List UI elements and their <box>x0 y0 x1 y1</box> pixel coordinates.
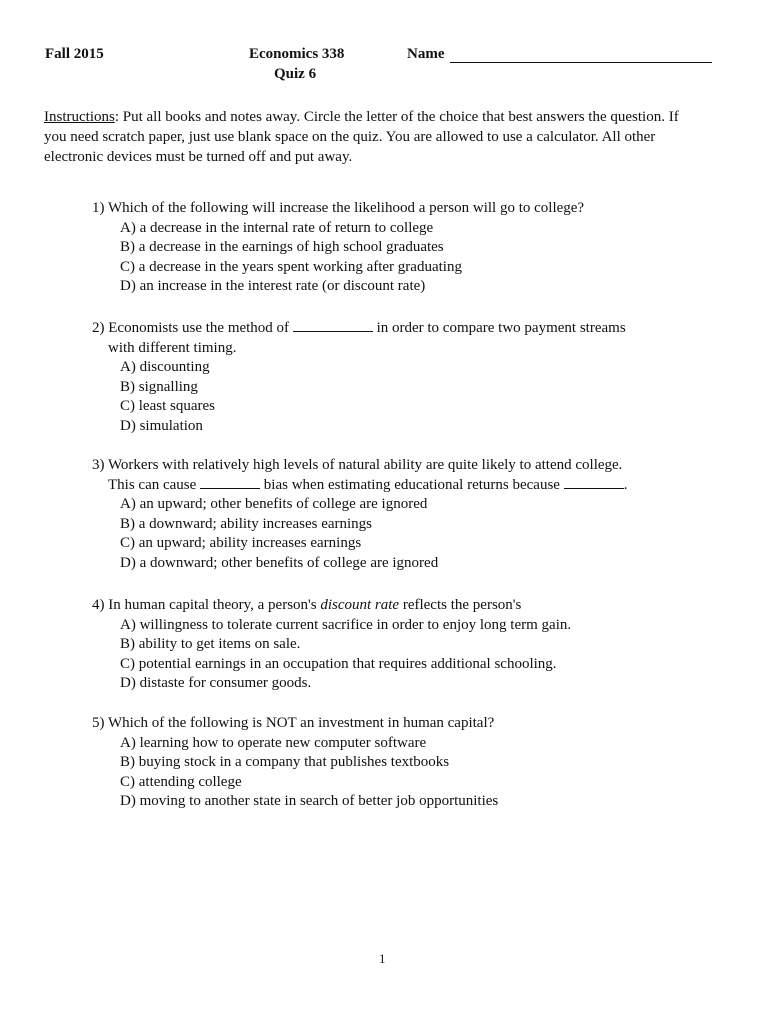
question-2-stem-part2: in order to compare two payment streams <box>372 320 626 336</box>
question-5-stem: 5) Which of the following is NOT an investment in human capital? <box>92 715 495 731</box>
question-4 <box>92 596 692 694</box>
question-4-option-a[interactable]: A) willingness to tolerate current sacrifice in order to enjoy long term gain. <box>120 616 572 633</box>
question-5-option-b[interactable]: B) buying stock in a company that publishes textbooks <box>120 754 450 770</box>
question-1-stem: 1) Which of the following will increase the likelihood a person will go to college? <box>92 200 585 216</box>
question-1-option-c[interactable]: C) a decrease in the years spent working after graduating <box>120 258 462 275</box>
question-5 <box>92 714 692 812</box>
question-4-stem-part1: 4) In human capital theory, a person's <box>92 597 321 613</box>
question-4-stem-part2: reflects the person's <box>399 597 522 613</box>
question-1 <box>92 199 692 297</box>
question-1-option-b[interactable]: B) a decrease in the earnings of high school graduates <box>120 239 444 255</box>
course-title: Economics 338 <box>249 46 345 62</box>
question-3-stem-cont-part3: . <box>623 476 628 493</box>
question-3-stem: 3) Workers with relatively high levels of natural ability are quite likely to attend college. <box>92 457 623 473</box>
question-5-option-d[interactable]: D) moving to another state in search of better job opportunities <box>120 793 499 809</box>
question-2 <box>92 319 692 436</box>
question-4-option-c[interactable]: C) potential earnings in an occupation that requires additional schooling. <box>120 655 557 672</box>
question-4-option-d[interactable]: D) distaste for consumer goods. <box>120 675 312 691</box>
question-3-option-a[interactable]: A) an upward; other benefits of college are ignored <box>120 496 428 512</box>
question-2-stem <box>92 319 692 339</box>
question-5-option-a[interactable]: A) learning how to operate new computer software <box>120 734 427 751</box>
question-2-option-a[interactable]: A) discounting <box>120 359 210 375</box>
quiz-title: Quiz 6 <box>274 66 317 82</box>
page-number: 1 <box>379 951 386 966</box>
question-2-blank <box>293 319 373 332</box>
question-5-option-c[interactable]: C) attending college <box>120 773 242 790</box>
question-3-stem-cont-part2: bias when estimating educational returns because <box>260 476 564 493</box>
question-4-stem-italic: discount rate <box>320 597 400 613</box>
name-label: Name <box>407 46 445 62</box>
name-blank-line[interactable] <box>450 62 712 63</box>
question-3-option-c[interactable]: C) an upward; ability increases earnings <box>120 535 362 551</box>
question-2-stem-part1: 2) Economists use the method of <box>92 320 293 336</box>
question-2-option-c[interactable]: C) least squares <box>120 398 215 414</box>
question-3-option-d[interactable]: D) a downward; other benefits of college are ignored <box>120 554 439 571</box>
instructions-text: : Put all books and notes away. Circle the letter of the choice that best answers the question. If you need scratch paper, just use blank space on the quiz. You are allowed to use a calculator. All other electronic devices must be turned off and put away. <box>44 109 679 165</box>
question-4-option-b[interactable]: B) ability to get items on sale. <box>120 636 301 652</box>
term-label: Fall 2015 <box>45 46 104 62</box>
instructions-block <box>44 107 704 167</box>
question-3-stem-cont-part1: This can cause <box>108 476 201 493</box>
question-3-blank-1 <box>200 476 260 489</box>
question-2-stem-continued: with different timing. <box>108 339 237 356</box>
question-1-option-d[interactable]: D) an increase in the interest rate (or discount rate) <box>120 278 426 294</box>
instructions-label: Instructions <box>44 109 115 125</box>
question-3-blank-2 <box>564 476 624 489</box>
question-3-stem-continued <box>92 476 692 496</box>
question-3-option-b[interactable]: B) a downward; ability increases earnings <box>120 515 373 532</box>
question-1-option-a[interactable]: A) a decrease in the internal rate of return to college <box>120 219 434 236</box>
question-3 <box>92 456 692 573</box>
question-4-stem <box>92 596 692 616</box>
question-2-option-d[interactable]: D) simulation <box>120 417 203 434</box>
question-2-option-b[interactable]: B) signalling <box>120 378 198 395</box>
